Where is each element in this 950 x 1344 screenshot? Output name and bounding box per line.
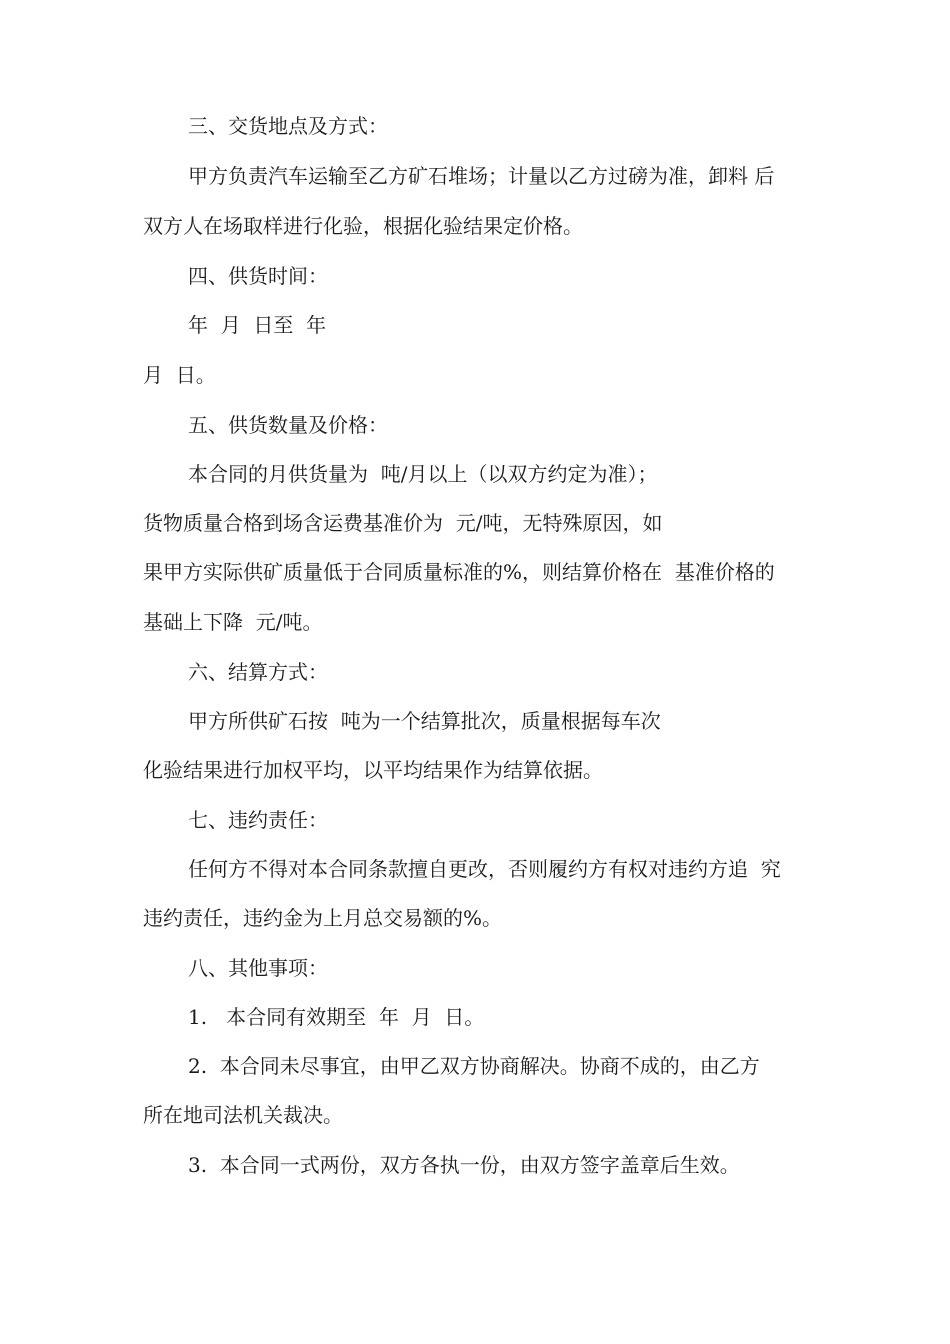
list-item: 1. 本合同有效期至 年 月 日。 — [188, 1005, 485, 1029]
paragraph-line: 月 日。 — [143, 363, 216, 387]
paragraph-line: 果甲方实际供矿质量低于合同质量标准的%，则结算价格在 基准价格的 — [143, 560, 775, 584]
paragraph-line: 甲方负责汽车运输至乙方矿石堆场；计量以乙方过磅为准，卸料 后 — [188, 164, 775, 188]
paragraph-line: 货物质量合格到场含运费基准价为 元/吨，无特殊原因，如 — [143, 511, 663, 535]
paragraph-line: 甲方所供矿石按 吨为一个结算批次，质量根据每车次 — [188, 709, 661, 733]
section-heading-quantity-price: 五、供货数量及价格： — [188, 413, 388, 437]
list-item: 2. 本合同未尽事宜，由甲乙双方协商解决。协商不成的，由乙方 — [188, 1054, 760, 1078]
paragraph-line: 本合同的月供货量为 吨/月以上（以双方约定为准）； — [188, 462, 658, 486]
section-heading-supply-time: 四、供货时间： — [188, 264, 328, 288]
section-heading-delivery: 三、交货地点及方式： — [188, 114, 388, 138]
paragraph-line: 任何方不得对本合同条款擅自更改，否则履约方有权对违约方追 究 — [188, 857, 781, 881]
section-heading-settlement: 六、结算方式： — [188, 660, 328, 684]
section-heading-liability: 七、违约责任： — [188, 808, 328, 832]
paragraph-line: 所在地司法机关裁决。 — [143, 1103, 343, 1127]
paragraph-line: 双方人在场取样进行化验，根据化验结果定价格。 — [143, 214, 583, 238]
paragraph-line: 化验结果进行加权平均，以平均结果作为结算依据。 — [143, 758, 603, 782]
list-item: 3. 本合同一式两份，双方各执一份，由双方签字盖章后生效。 — [188, 1153, 740, 1177]
paragraph-line: 年 月 日至 年 — [188, 313, 327, 337]
paragraph-line: 违约责任，违约金为上月总交易额的%。 — [143, 906, 503, 930]
section-heading-other: 八、其他事项： — [188, 956, 328, 980]
paragraph-line: 基础上下降 元/吨。 — [143, 610, 323, 634]
